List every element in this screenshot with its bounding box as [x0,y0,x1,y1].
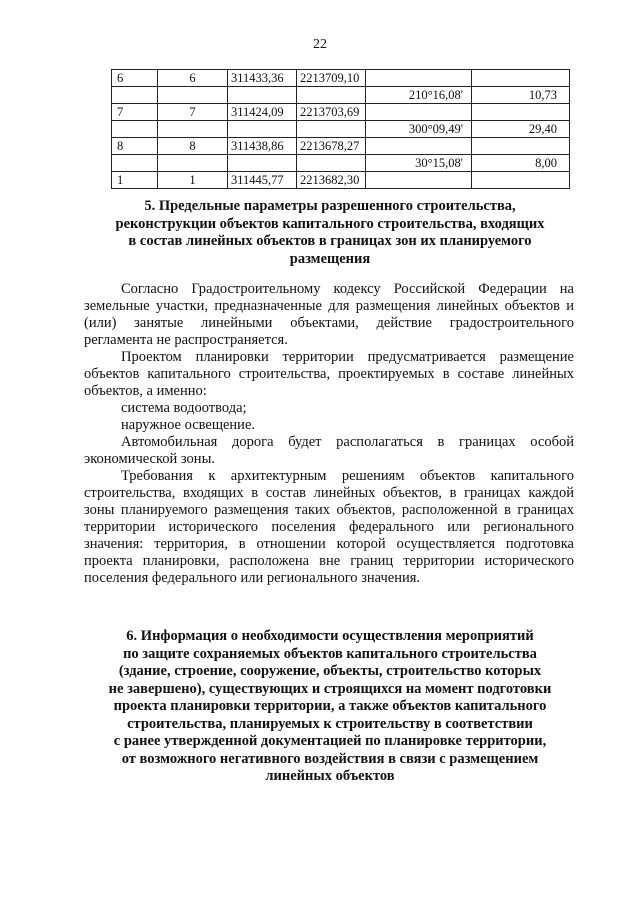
table-cell [297,155,366,172]
table-row [112,172,570,189]
table-cell: 210°16,08' [366,87,472,104]
table-cell: 2213682,30 [297,172,366,189]
table-cell [297,121,366,138]
table-cell: 2213709,10 [297,70,366,87]
paragraph: Требования к архитектурным решениям объектов капитального строительства, входящих в состав линейных объектов, в границах каждой зоны планируемого размещения таких объектов, расположенной в границах территории исторического поселения федерального или регионального значения: территория, в отношении которой осуществляется подготовка проекта планировки, расположена вне границ территории исторического поселения федерального или регионального значения. [84,468,574,586]
page-number: 22 [313,37,327,52]
table-cell: 1 [158,172,228,189]
list-item: система водоотвода; [121,400,247,416]
table-cell: 8 [158,138,228,155]
table-cell: 311438,86 [228,138,297,155]
table-cell [158,87,228,104]
table-cell [112,121,158,138]
table-cell [297,87,366,104]
table-cell: 7 [112,104,158,121]
table-cell [366,104,472,121]
section-5-body [84,281,574,587]
table-cell: 2213678,27 [297,138,366,155]
section-6-heading-line: линейных объектов [265,768,395,784]
table-cell: 7 [158,104,228,121]
section-6-heading-line: 6. Информация о необходимости осуществления мероприятий [126,628,534,644]
table-cell: 10,73 [472,87,570,104]
section-5-heading-line: в состав линейных объектов в границах зон их планируемого [128,233,532,249]
table-cell [472,104,570,121]
table-cell [472,172,570,189]
paragraph: Согласно Градостроительному кодексу Российской Федерации на земельные участки, предназначенные для размещения линейных объектов и (или) занятые линейными объектами, действие градостроительного регламента не распространяется. [84,281,574,348]
table-cell [112,155,158,172]
section-6-heading-line: не завершено), существующих и строящихся на момент подготовки [108,680,552,697]
table-cell [158,121,228,138]
table-cell [472,70,570,87]
table-cell [158,155,228,172]
paragraph: Проектом планировки территории предусматривается размещение объектов капитального строительства, проектируемых в составе линейных объектов, а именно: [84,349,574,399]
table-cell: 8,00 [472,155,570,172]
table-cell [112,87,158,104]
section-6-heading-line: с ранее утвержденной документацией по планировке территории, [113,733,547,749]
section-6-heading-line: по защите сохраняемых объектов капитального строительства [123,645,537,662]
table-cell [228,87,297,104]
table-cell [228,121,297,138]
table-cell [228,155,297,172]
table-row [112,121,570,138]
table-cell: 300°09,49' [366,121,472,138]
table-row [112,87,570,104]
table-cell [366,138,472,155]
table-cell: 2213703,69 [297,104,366,121]
table-cell: 29,40 [472,121,570,138]
list-item: наружное освещение. [121,417,256,433]
table-row [112,104,570,121]
paragraph: Автомобильная дорога будет располагаться в границах особой экономической зоны. [84,434,574,467]
table-row [112,138,570,155]
table-cell [366,172,472,189]
table-cell: 30°15,08' [366,155,472,172]
section-6-heading-line: от возможного негативного воздействия в связи с размещением [121,750,539,767]
table-cell [366,70,472,87]
table-cell: 6 [112,70,158,87]
table-cell: 311433,36 [228,70,297,87]
table-cell: 8 [112,138,158,155]
coordinates-table [111,69,570,189]
table-cell: 311445,77 [228,172,297,189]
table-cell: 1 [112,172,158,189]
section-6-heading-line: проекта планировки территории, а также объектов капитального [113,698,547,714]
section-6-heading-line: строительства, планируемых к строительству в соответствии [127,715,533,732]
table-row [112,70,570,87]
section-5-heading-line: 5. Предельные параметры разрешенного строительства, [144,198,516,214]
table-cell: 6 [158,70,228,87]
section-6-heading-line: (здание, строение, сооружение, объекты, строительство которых [118,663,542,679]
table-row [112,155,570,172]
table-cell [472,138,570,155]
section-5-heading-line: размещения [289,250,371,267]
section-5-heading-line: реконструкции объектов капитального строительства, входящих [115,215,545,232]
section-6-heading [80,628,580,786]
table-cell: 311424,09 [228,104,297,121]
section-5-heading [80,198,580,268]
